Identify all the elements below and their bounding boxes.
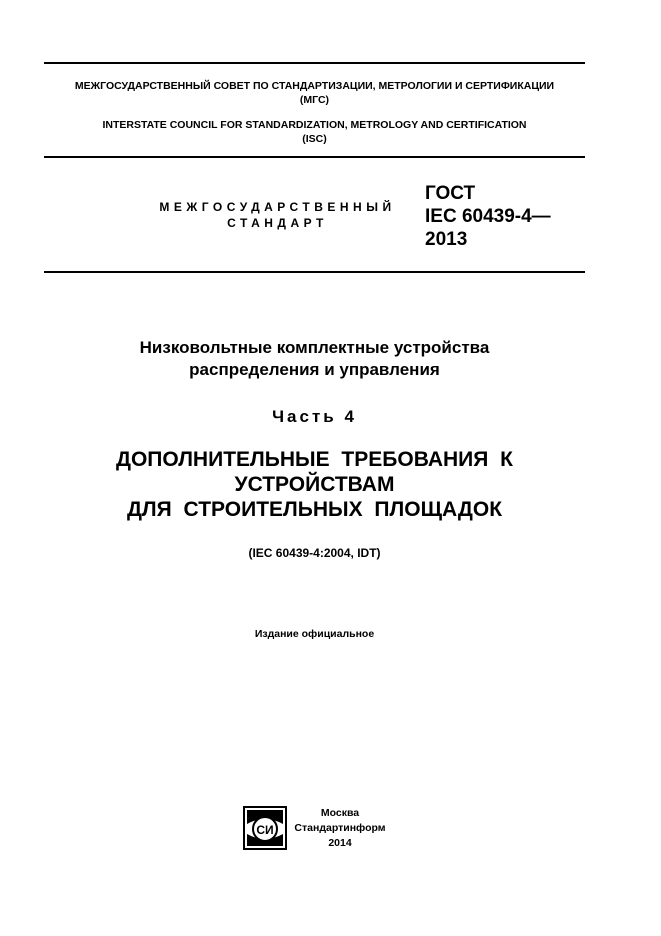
publisher-block [290, 806, 390, 851]
designation-line1: МЕЖГОСУДАРСТВЕННЫЙ [159, 200, 396, 214]
council-ru-name: МЕЖГОСУДАРСТВЕННЫЙ СОВЕТ ПО СТАНДАРТИЗАЦИИ, МЕТРОЛОГИИ И СЕРТИФИКАЦИИ [74, 80, 555, 92]
document-subtitle [44, 337, 585, 381]
publisher-year: 2014 [328, 837, 352, 849]
subtitle-line2: распределения и управления [189, 360, 440, 379]
gost-line3: 2013 [425, 229, 468, 250]
publisher-name: Стандартинформ [294, 822, 386, 834]
document-part: Часть 4 [272, 407, 357, 426]
gost-line1: ГОСТ [425, 183, 476, 204]
designation-line2: СТАНДАРТ [227, 216, 328, 230]
council-en [44, 118, 585, 146]
council-en-name: INTERSTATE COUNCIL FOR STANDARDIZATION, METROLOGY AND CERTIFICATION [102, 119, 527, 131]
edition-note: Издание официальное [254, 628, 375, 640]
logo-text: СИ [256, 823, 274, 837]
document-heading [44, 447, 585, 522]
subtitle-line1: Низковольтные комплектные устройства [139, 338, 490, 357]
top-rule [44, 62, 585, 64]
publisher-city: Москва [320, 807, 360, 819]
standard-designation [140, 199, 415, 231]
council-ru-abbr: (МГС) [299, 94, 330, 106]
standartinform-logo-icon [243, 806, 287, 850]
gost-line2: IEC 60439-4— [425, 206, 551, 227]
heading-line3: ДЛЯ СТРОИТЕЛЬНЫХ ПЛОЩАДОК [126, 498, 503, 521]
gost-number [425, 182, 551, 251]
heading-line1: ДОПОЛНИТЕЛЬНЫЕ ТРЕБОВАНИЯ К [116, 448, 513, 471]
council-en-abbr: (ISC) [302, 133, 327, 145]
council-ru [44, 79, 585, 107]
iec-reference: (IEC 60439-4:2004, IDT) [248, 546, 381, 560]
header-rule [44, 156, 585, 158]
designation-rule [44, 271, 585, 273]
heading-line2: УСТРОЙСТВАМ [234, 473, 395, 496]
